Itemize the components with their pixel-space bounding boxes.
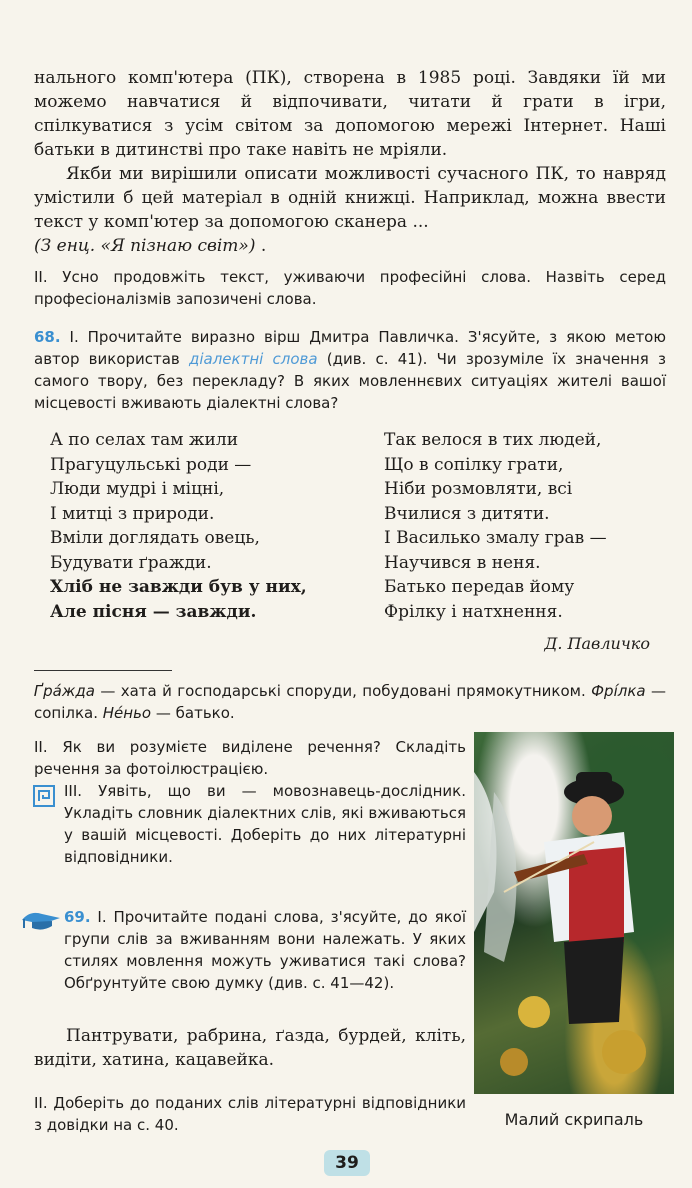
violinist-photo — [474, 732, 674, 1094]
poem-left-column — [50, 428, 350, 624]
photo-caption: Малий скрипаль — [504, 1110, 644, 1129]
poem-line: Прагуцульські роди — — [50, 454, 252, 475]
intro-text — [34, 66, 666, 258]
poem-line: Вміли доглядать овець, — [50, 528, 260, 548]
footnote-term: Не́ньо — [102, 704, 152, 722]
poem-line: Вчилися з дитяти. — [384, 503, 550, 524]
intro-task-2: II. Усно продовжіть текст, уживаючи професійні слова. Назвіть серед професіоналізмів запозичені слова. — [34, 268, 666, 308]
poem-line: Люди мудрі і міцні, — [50, 479, 225, 499]
exercise-68: 68. I. Прочитайте виразно вірш Дмитра Павличка. З'ясуйте, з якою метою автор використав діалектні слова (див. с. 41). Чи зрозуміле їх значення з самого твору, без перекладу? В яких мовленнєвих ситуаціях жителі вашої місцевості вживають діалектні слова? — [34, 328, 666, 412]
footnote-term: Фрі́лка — [591, 682, 646, 700]
exercise-69-task-2: II. Доберіть до поданих слів літературні відповідники з довідки на с. 40. — [34, 1094, 466, 1134]
exercise-69-number: 69. — [64, 908, 91, 926]
research-icon — [32, 784, 58, 808]
footnote-term: Ґра́жда — [34, 682, 95, 700]
poem-line-highlighted: Але пісня — завжди. — [50, 601, 257, 622]
dialect-words-term: діалектні слова — [188, 350, 318, 368]
poem-line: І митці з природи. — [50, 503, 215, 524]
exercise-68-task-3: III. Уявіть, що ви — мовознавець-дослідник. Укладіть словник діалектних слів, які вживаються у вашій місцевості. Доберіть до них літературні відповідники. — [64, 782, 466, 866]
exercise-69: 69. I. Прочитайте подані слова, з'ясуйте, до якої групи слів за вживанням вони належать. У яких стилях мовлення можуть уживатися такі слова? Обґрунтуйте свою думку (див. с. 41—42). — [64, 908, 466, 992]
page-number: 39 — [324, 1150, 370, 1176]
dialect-word-list: Пантрувати, рабрина, ґазда, бурдей, кліть, видіти, хатина, кацавейка. — [34, 1026, 466, 1070]
footnote: Ґра́жда — хата й господарські споруди, побудовані прямокутником. Фрі́лка — сопілка. Не́ньо — батько. — [34, 682, 666, 722]
intro-paragraph-1: нального комп'ютера (ПК), створена в 1985 році. Завдяки їй ми можемо навчатися й відпочивати, читати й грати в ігри, спілкуватися з усім світом за допомогою мережі Інтернет. Наші батьки в дитинстві про таке навіть не мріяли. — [34, 68, 666, 160]
poem-line: Фрілку і натхнення. — [384, 601, 563, 622]
poem-author: Д. Павличко — [544, 634, 650, 653]
poem-line-highlighted: Хліб не завжди був у них, — [50, 577, 307, 597]
exercise-68-number: 68. — [34, 328, 61, 346]
footnote-divider — [34, 670, 172, 671]
graduation-cap-icon — [20, 908, 62, 932]
poem-line: Так велося в тих людей, — [384, 430, 602, 450]
poem-right-column — [384, 428, 674, 624]
intro-paragraph-2: Якби ми вирішили описати можливості сучасного ПК, то навряд умістили б цей матеріал в одній книжці. Наприклад, можна ввести текст у комп'ютер за допомогою сканера ... (З енц. «Я пізнаю світ») . — [34, 164, 666, 256]
poem-line: І Василько змалу грав — — [384, 528, 607, 548]
source-citation: (З енц. «Я пізнаю світ») — [34, 236, 256, 256]
poem-line: А по селах там жили — [50, 430, 239, 450]
poem-line: Ніби розмовляти, всі — [384, 479, 573, 499]
poem-line: Будувати ґражди. — [50, 552, 212, 573]
poem-line: Батько передав йому — [384, 577, 575, 597]
poem-line: Научився в неня. — [384, 552, 541, 573]
exercise-68-task-2: II. Як ви розумієте виділене речення? Складіть речення за фотоілюстрацією. — [34, 738, 466, 778]
poem-line: Що в сопілку грати, — [384, 454, 564, 475]
